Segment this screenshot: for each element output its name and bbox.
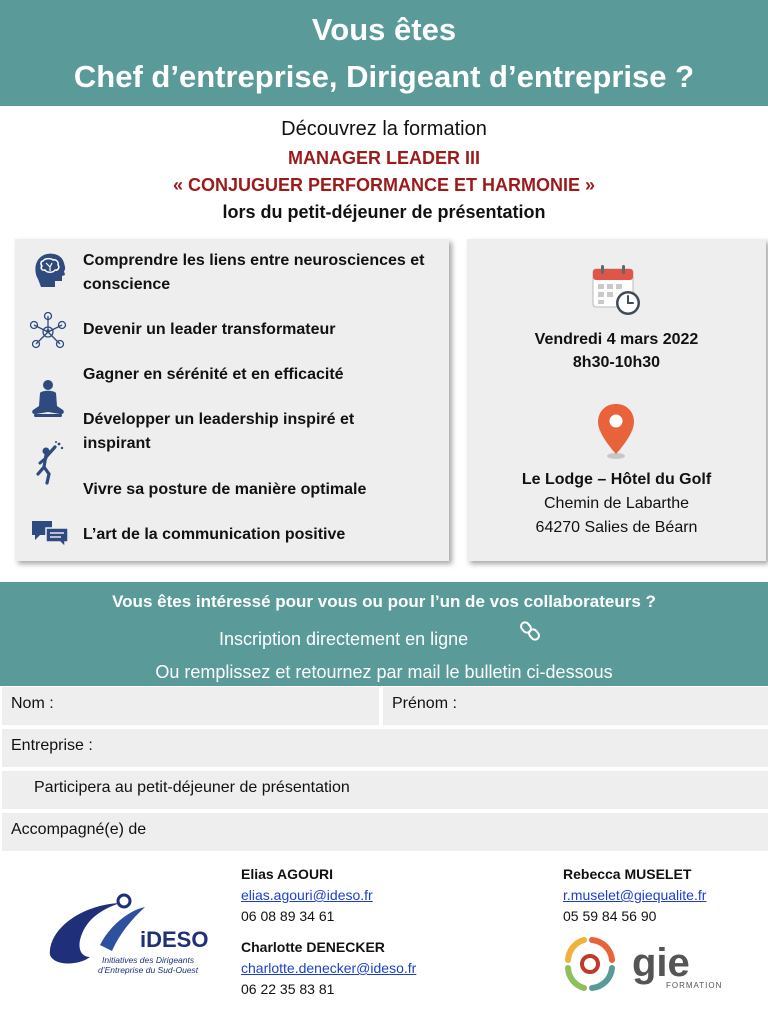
interest-question: Vous êtes intéressé pour vous ou pour l’un de vos collaborateurs ? <box>112 592 656 611</box>
brain-head-icon <box>30 249 70 289</box>
accompagne-label: Accompagné(e) de <box>11 821 147 838</box>
participation-field[interactable] <box>2 771 768 809</box>
accompagne-field[interactable] <box>2 813 768 851</box>
contact-email-link[interactable]: charlotte.denecker@ideso.fr <box>241 960 417 976</box>
intro-breakfast: lors du petit-déjeuner de présentation <box>222 202 546 222</box>
contact-phone: 06 22 35 83 81 <box>241 981 335 997</box>
contact-elias <box>241 864 373 927</box>
ideso-tagline-1: Initiatives des Dirigeants <box>102 955 195 965</box>
contact-phone: 05 59 84 56 90 <box>563 908 657 924</box>
entreprise-field[interactable] <box>2 729 768 767</box>
event-city: 64270 Salies de Béarn <box>535 519 698 536</box>
online-registration-link[interactable]: Inscription directement en ligne <box>219 629 469 649</box>
ideso-name: iDESO <box>140 927 209 952</box>
mail-instruction: Ou remplissez et retournez par mail le bulletin ci-dessous <box>155 662 613 682</box>
prenom-label: Prénom : <box>392 695 457 712</box>
topic-posture: Vivre sa posture de manière optimale <box>83 481 367 498</box>
gie-name: gie <box>632 941 690 985</box>
training-subtitle: « CONJUGUER PERFORMANCE ET HARMONIE » <box>172 175 596 195</box>
reaching-person-icon <box>32 441 68 487</box>
entreprise-label: Entreprise : <box>11 737 93 754</box>
network-people-icon <box>26 310 70 354</box>
header-line-2: Chef d’entreprise, Dirigeant d’entreprise ? <box>73 59 695 94</box>
contact-name: Charlotte DENECKER <box>241 939 385 955</box>
location-pin-icon <box>596 402 636 462</box>
header-line-1: Vous êtes <box>311 12 457 47</box>
link-icon[interactable] <box>519 620 541 642</box>
ideso-logo <box>40 885 220 985</box>
event-street: Chemin de Labarthe <box>544 495 689 512</box>
topic-neurosciences: Comprendre les liens entre neurosciences et conscience <box>83 252 425 293</box>
contact-phone: 06 08 89 34 61 <box>241 908 335 924</box>
contact-charlotte <box>241 937 416 1000</box>
nom-field[interactable] <box>2 687 379 725</box>
event-time: 8h30-10h30 <box>572 354 661 371</box>
contact-name: Elias AGOURI <box>241 866 334 882</box>
gie-sub: FORMATION <box>666 981 723 990</box>
header-banner <box>0 0 768 106</box>
gie-logo <box>562 930 742 1002</box>
training-name: MANAGER LEADER III <box>287 148 480 168</box>
topic-leadership-inspire: Développer un leadership inspiré et inspirant <box>83 411 355 452</box>
contact-email-link[interactable]: elias.agouri@ideso.fr <box>241 887 373 903</box>
contact-name: Rebecca MUSELET <box>563 866 692 882</box>
topic-leader-transformateur: Devenir un leader transformateur <box>83 321 336 338</box>
topic-communication: L’art de la communication positive <box>83 526 346 543</box>
meditation-icon <box>30 378 66 418</box>
prenom-field[interactable] <box>383 687 768 725</box>
calendar-clock-icon <box>591 263 643 317</box>
registration-band <box>0 582 768 686</box>
event-date: Vendredi 4 mars 2022 <box>534 331 699 348</box>
intro-discover: Découvrez la formation <box>281 118 487 140</box>
nom-label: Nom : <box>11 695 54 712</box>
participation-label: Participera au petit-déjeuner de présentation <box>34 779 350 796</box>
topic-serenite: Gagner en sérénité et en efficacité <box>83 366 344 383</box>
event-venue: Le Lodge – Hôtel du Golf <box>521 471 712 488</box>
contact-email-link[interactable]: r.muselet@giequalite.fr <box>563 887 707 903</box>
ideso-tagline-2: d’Entreprise du Sud-Ouest <box>98 965 199 975</box>
contact-rebecca <box>563 864 706 927</box>
chat-bubbles-icon <box>30 519 70 549</box>
